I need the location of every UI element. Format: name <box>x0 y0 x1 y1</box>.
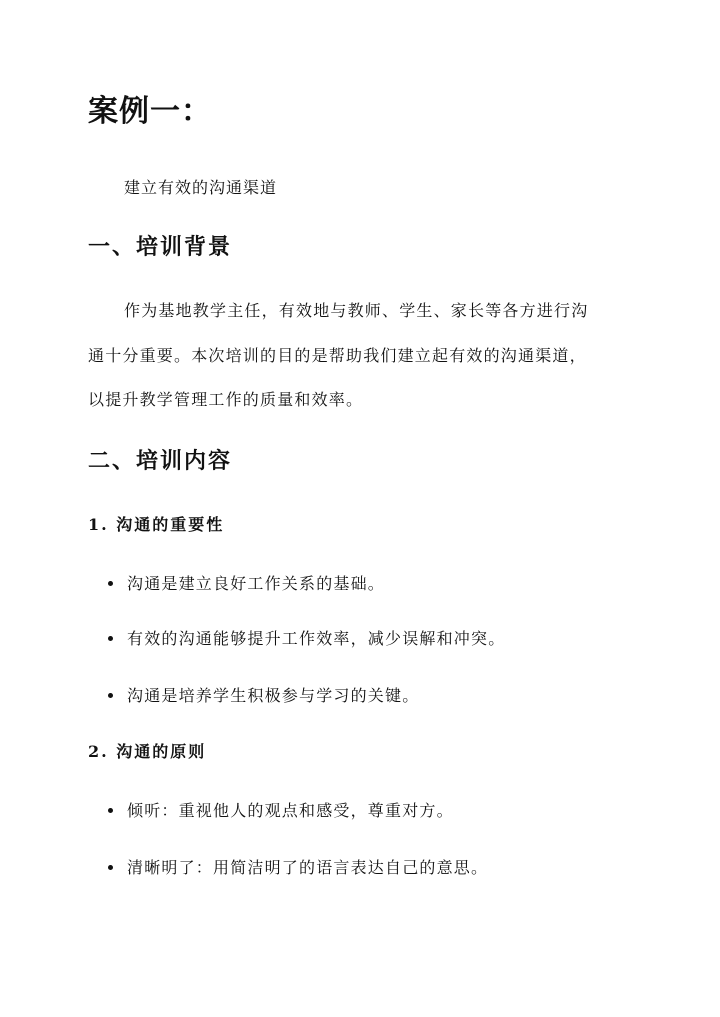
document-subtitle: 建立有效的沟通渠道 <box>124 178 278 197</box>
paragraph-line: 作为基地教学主任，有效地与教师、学生、家长等各方进行沟 <box>124 301 589 320</box>
paragraph-line: 通十分重要。本次培训的目的是帮助我们建立起有效的沟通渠道， <box>88 346 587 365</box>
list-item-text: 沟通是建立良好工作关系的基础。 <box>127 574 386 593</box>
list-item <box>108 626 505 649</box>
page-title: 案例一： <box>88 94 212 129</box>
section-heading-background: 一、培训背景 <box>88 234 233 260</box>
list-item-text: 沟通是培养学生积极参与学习的关键。 <box>127 686 420 705</box>
bullet-icon <box>108 636 113 641</box>
paragraph-line: 以提升教学管理工作的质量和效率。 <box>88 390 364 409</box>
bullet-icon <box>108 693 113 698</box>
list-item <box>108 683 419 706</box>
list-item-text: 有效的沟通能够提升工作效率，减少误解和冲突。 <box>127 629 506 648</box>
section-heading-content: 二、培训内容 <box>88 448 233 474</box>
subsection-heading-principles: 2. 沟通的原则 <box>88 742 207 761</box>
subsection-heading-importance: 1. 沟通的重要性 <box>88 515 225 534</box>
bullet-icon <box>108 865 113 870</box>
list-item-text: 清晰明了：用简洁明了的语言表达自己的意思。 <box>127 858 489 877</box>
list-item <box>108 571 385 594</box>
list-item-text: 倾听：重视他人的观点和感受，尊重对方。 <box>127 801 454 820</box>
list-item <box>108 798 454 821</box>
list-item <box>108 855 488 878</box>
bullet-icon <box>108 808 113 813</box>
bullet-icon <box>108 581 113 586</box>
